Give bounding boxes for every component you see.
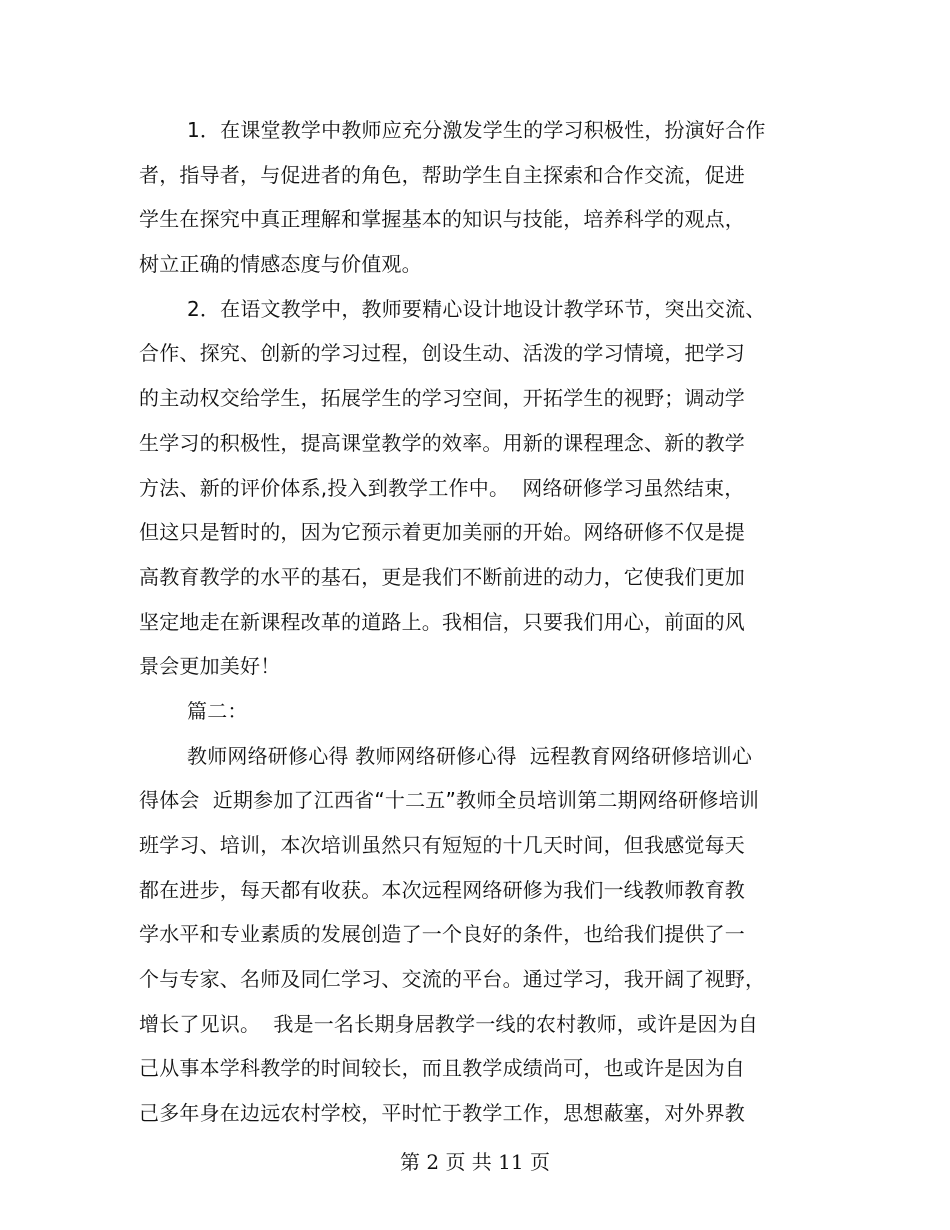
document-body (139, 108, 819, 1136)
text-line: 合作、探究、创新的学习过程，创设生动、活泼的学习情境，把学习 (139, 341, 745, 366)
text-line: 都在进步，每天都有收获。本次远程网络研修为我们一线教师教育教 (139, 877, 745, 902)
text-line: 己从事本学科教学的时间较长，而且教学成绩尚可，也或许是因为自 (139, 1056, 745, 1081)
text-line: 2．在语文教学中，教师要精心设计地设计教学环节，突出交流、 (187, 296, 766, 321)
text-line: 个与专家、名师及同仁学习、交流的平台。通过学习，我开阔了视野， (139, 967, 766, 992)
text-line: 班学习、培训，本次培训虽然只有短短的十几天时间，但我感觉每天 (139, 833, 745, 857)
page-number-footer: 第 2 页 共 11 页 (400, 1150, 550, 1174)
text-line: 教师网络研修心得 教师网络研修心得 远程教育网络研修培训心 (187, 743, 753, 768)
text-line: 的主动权交给学生，拓展学生的学习空间，开拓学生的视野；调动学 (139, 386, 745, 411)
text-line: 景会更加美好！ (139, 654, 281, 679)
text-line: 树立正确的情感态度与价值观。 (139, 252, 422, 277)
text-line: 者，指导者，与促进者的角色，帮助学生自主探索和合作交流，促进 (139, 162, 745, 187)
text-line: 学生在探究中真正理解和掌握基本的知识与技能，培养科学的观点， (139, 207, 745, 232)
text-line: 增长了见识。 我是一名长期身居教学一线的农村教师，或许是因为自 (139, 1011, 759, 1036)
text-line: 1．在课堂教学中教师应充分激发学生的学习积极性，扮演好合作 (187, 118, 766, 142)
text-line: 得体会 近期参加了江西省“十二五”教师全员培训第二期网络研修培训 (139, 788, 760, 813)
text-line: 坚定地走在新课程改革的道路上。我相信，只要我们用心，前面的风 (139, 609, 745, 634)
text-line: 篇二： (187, 698, 248, 723)
text-line: 但这只是暂时的，因为它预示着更加美丽的开始。网络研修不仅是提 (139, 520, 745, 545)
text-line: 学水平和专业素质的发展创造了一个良好的条件，也给我们提供了一 (139, 922, 745, 947)
text-line: 生学习的积极性，提高课堂教学的效率。用新的课程理念、新的教学 (139, 430, 745, 455)
text-line: 高教育教学的水平的基石，更是我们不断前进的动力，它使我们更加 (139, 564, 745, 589)
text-line: 己多年身在边远农村学校，平时忙于教学工作，思想蔽塞，对外界教 (139, 1101, 745, 1126)
text-line: 方法、新的评价体系,投入到教学工作中。 网络研修学习虽然结束， (139, 475, 745, 500)
